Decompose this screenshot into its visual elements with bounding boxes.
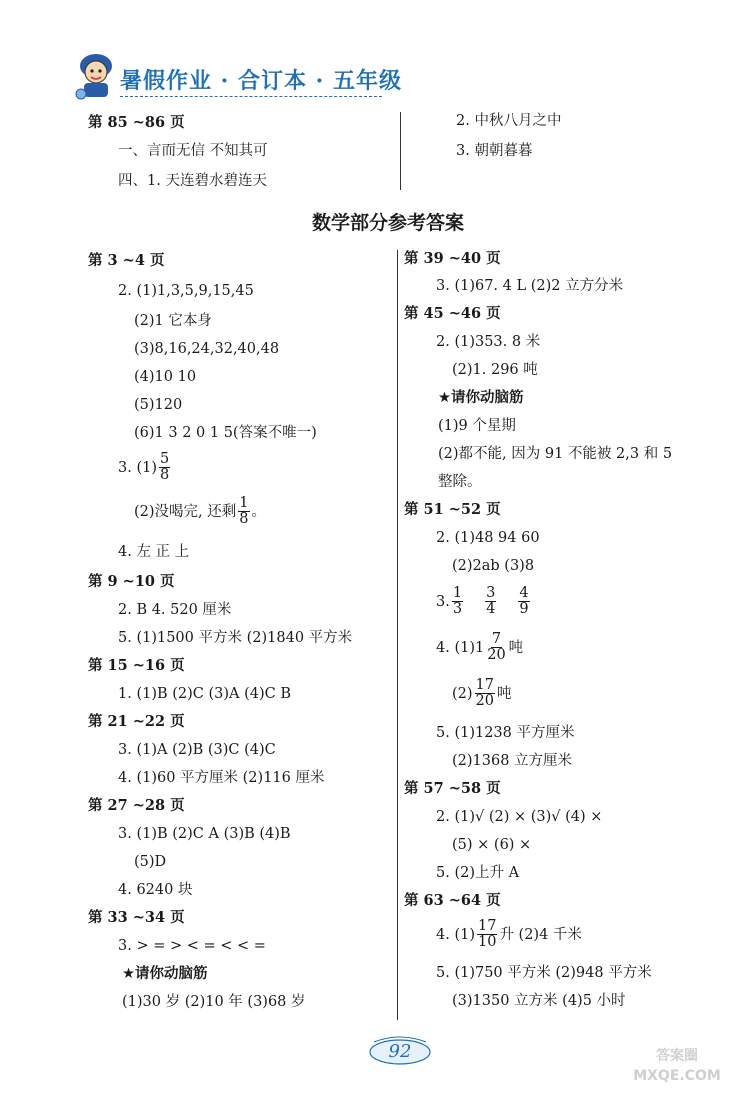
answer-line: (4)10 10 — [134, 369, 197, 385]
answer-line — [436, 586, 532, 617]
answer-line — [118, 452, 172, 483]
fraction — [452, 586, 463, 617]
section-heading: 第 85 ~86 页 — [88, 114, 185, 131]
answer-line: (5)120 — [134, 397, 183, 413]
fraction-denominator: 9 — [519, 601, 529, 617]
answer-line: 5. (1)750 平方米 (2)948 平方米 — [436, 965, 652, 981]
answer-line: 2. (1)√ (2) × (3)√ (4) × — [436, 809, 603, 825]
section-heading: 第 63 ~64 页 — [404, 892, 501, 909]
fraction — [477, 919, 497, 950]
fraction-numerator: 17 — [475, 677, 494, 693]
fraction-numerator: 1 — [239, 495, 249, 511]
fraction-numerator: 4 — [519, 585, 529, 601]
answer-line: 2. (1)1,3,5,9,15,45 — [118, 283, 254, 299]
fraction-denominator: 20 — [475, 693, 494, 709]
fraction-numerator: 3 — [486, 585, 496, 601]
brain-teaser-heading: ★请你动脑筋 — [438, 390, 524, 406]
answer-line: 4. 左 正 上 — [118, 544, 190, 560]
fraction — [485, 586, 496, 617]
watermark: 答案圈 MXQE.COM — [633, 1048, 721, 1084]
fraction-numerator: 7 — [491, 631, 502, 647]
answer-line: (2)1 它本身 — [134, 313, 212, 329]
answer-line: (6)1 3 2 0 1 5(答案不唯一) — [134, 425, 317, 441]
answer-line: 5. (1)1500 平方米 (2)1840 平方米 — [118, 630, 353, 646]
answer-prefix: 3. — [436, 593, 450, 610]
section-heading: 第 15 ~16 页 — [88, 657, 185, 674]
fraction-denominator: 4 — [486, 601, 496, 617]
section-heading: 第 51 ~52 页 — [404, 501, 501, 518]
fraction — [486, 632, 506, 663]
fraction-denominator: 10 — [477, 934, 497, 950]
fraction-numerator: 1 — [452, 585, 463, 601]
brain-teaser-heading: ★请你动脑筋 — [122, 966, 208, 982]
fraction-denominator: 20 — [487, 647, 506, 663]
answer-line — [436, 919, 582, 950]
answer-line: 2. 中秋八月之中 — [456, 113, 562, 129]
answer-line: 4. (1)60 平方厘米 (2)116 厘米 — [118, 770, 325, 786]
answer-line: (1)9 个星期 — [438, 418, 516, 434]
answer-line: 3. (1)A (2)B (3)C (4)C — [118, 742, 276, 758]
fraction-denominator: 8 — [239, 511, 249, 527]
fraction-numerator: 5 — [159, 451, 170, 467]
fraction — [159, 452, 170, 483]
answer-line: (2)1368 立方厘米 — [452, 753, 573, 769]
answer-line: 四、1. 天连碧水碧连天 — [118, 173, 267, 189]
answer-unit: 吨 — [497, 685, 512, 702]
fraction — [238, 496, 249, 527]
answer-line: 1. (1)B (2)C (3)A (4)C B — [118, 686, 292, 702]
answer-line: (2)都不能, 因为 91 不能被 2,3 和 5 — [438, 446, 673, 462]
answer-line: (5)D — [134, 854, 167, 870]
answer-line: 3. 朝朝暮暮 — [456, 143, 533, 159]
fraction — [475, 678, 495, 709]
answer-line: (2)2ab (3)8 — [452, 558, 535, 574]
answer-line — [452, 678, 512, 709]
answer-line: 2. (1)353. 8 米 — [436, 334, 541, 350]
section-heading: 第 45 ~46 页 — [404, 305, 501, 322]
math-section-title: 数学部分参考答案 — [312, 212, 465, 234]
header-title: 暑假作业 · 合订本 · 五年级 — [120, 68, 402, 94]
fraction-denominator: 8 — [159, 467, 170, 483]
answer-line: 整除。 — [438, 474, 482, 490]
mascot-logo — [74, 52, 118, 102]
section-heading: 第 21 ~22 页 — [88, 713, 185, 730]
answer-prefix: 3. (1) — [118, 459, 157, 476]
answer-line: (2)1. 296 吨 — [452, 362, 538, 378]
answer-unit: 吨 — [508, 639, 524, 656]
section-heading: 第 27 ~28 页 — [88, 797, 185, 814]
header-rule — [120, 96, 382, 97]
column-divider — [397, 250, 398, 1020]
answer-prefix: (2) — [452, 685, 473, 702]
fraction-denominator: 3 — [452, 601, 463, 617]
answer-line: 2. (1)48 94 60 — [436, 530, 540, 546]
answer-line: 3. (1)B (2)C A (3)B (4)B — [118, 826, 291, 842]
answer-line: 4. 6240 块 — [118, 882, 193, 898]
section-heading: 第 39 ~40 页 — [404, 250, 501, 267]
fraction-numerator: 17 — [477, 918, 497, 934]
answer-line: 2. B 4. 520 厘米 — [118, 602, 232, 618]
answer-line: 5. (2)上升 A — [436, 865, 520, 881]
section-heading: 第 33 ~34 页 — [88, 909, 185, 926]
page-number: 92 — [388, 1041, 412, 1062]
column-divider — [400, 112, 401, 190]
fraction — [518, 586, 529, 617]
answer-prefix: (2)没喝完, 还剩 — [134, 503, 237, 520]
answer-suffix: 升 (2)4 千米 — [499, 926, 582, 943]
answer-line: 3. (1)67. 4 L (2)2 立方分米 — [436, 278, 624, 294]
answer-line: 5. (1)1238 平方厘米 — [436, 725, 575, 741]
answer-line: 一、言而无信 不知其可 — [118, 143, 268, 159]
section-heading: 第 9 ~10 页 — [88, 573, 175, 590]
answer-line — [134, 496, 266, 527]
answer-prefix: 4. (1)1 — [436, 639, 485, 656]
answer-line: (3)8,16,24,32,40,48 — [134, 341, 280, 357]
answer-line — [436, 632, 523, 663]
answer-suffix: 。 — [251, 503, 266, 520]
section-heading: 第 57 ~58 页 — [404, 780, 501, 797]
answer-line: (1)30 岁 (2)10 年 (3)68 岁 — [122, 994, 306, 1010]
answer-line: (3)1350 立方米 (4)5 小时 — [452, 993, 626, 1009]
section-heading: 第 3 ~4 页 — [88, 252, 165, 269]
answer-prefix: 4. (1) — [436, 926, 475, 943]
page-number-badge — [364, 1034, 436, 1068]
answer-line: 3. > = > < = < < = — [118, 938, 266, 954]
answer-line: (5) × (6) × — [452, 837, 532, 853]
